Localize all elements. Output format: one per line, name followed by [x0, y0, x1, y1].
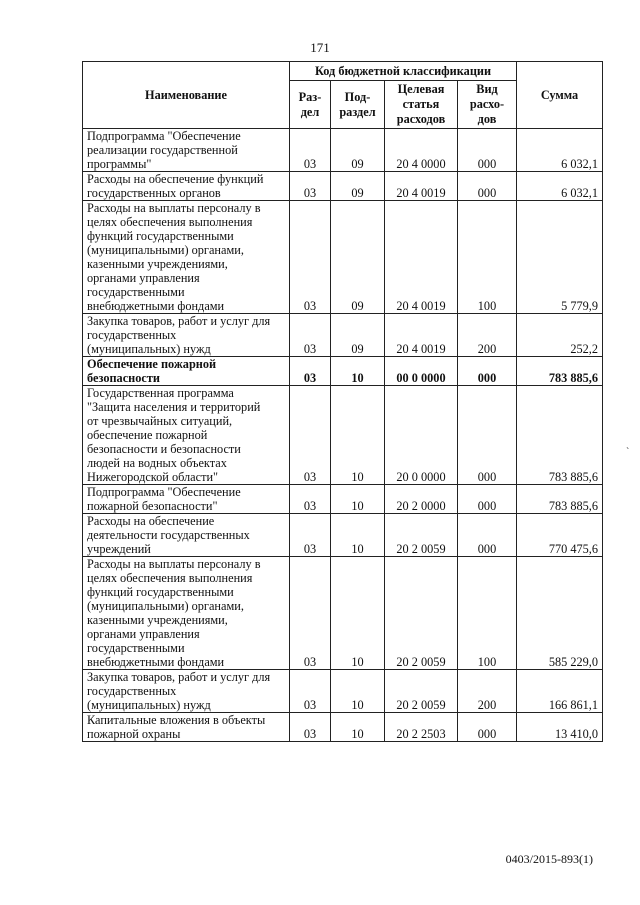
- row-razdel: 03: [290, 386, 331, 485]
- row-summa: 13 410,0: [517, 713, 603, 742]
- row-podrazdel: 09: [331, 314, 385, 357]
- row-vid: 200: [458, 670, 517, 713]
- row-vid: 000: [458, 514, 517, 557]
- header-summa: Сумма: [517, 62, 603, 129]
- row-podrazdel: 09: [331, 172, 385, 201]
- budget-table: [82, 61, 603, 742]
- row-vid: 100: [458, 557, 517, 670]
- row-tselevaya: 20 4 0019: [385, 172, 458, 201]
- row-podrazdel: 10: [331, 514, 385, 557]
- row-razdel: 03: [290, 713, 331, 742]
- row-summa: 166 861,1: [517, 670, 603, 713]
- table-body: [83, 129, 603, 742]
- row-vid: 200: [458, 314, 517, 357]
- row-vid: 000: [458, 172, 517, 201]
- row-name: Обеспечение пожарной безопасности: [83, 357, 290, 386]
- row-name: Расходы на выплаты персоналу в целях обеспечения выполнения функций государственными (муниципальными) органами, казенными учреждениями, органами управления государственными внебюджетными фондами: [83, 201, 290, 314]
- row-name: Подпрограмма "Обеспечение реализации государственной программы": [83, 129, 290, 172]
- table-row: [83, 172, 603, 201]
- row-tselevaya: 20 2 0059: [385, 557, 458, 670]
- row-summa: 783 885,6: [517, 485, 603, 514]
- row-name: Расходы на обеспечение деятельности государственных учреждений: [83, 514, 290, 557]
- table-row: [83, 357, 603, 386]
- row-summa: 6 032,1: [517, 129, 603, 172]
- row-summa: 6 032,1: [517, 172, 603, 201]
- row-tselevaya: 20 4 0019: [385, 201, 458, 314]
- row-tselevaya: 20 0 0000: [385, 386, 458, 485]
- row-vid: 000: [458, 357, 517, 386]
- row-name: Закупка товаров, работ и услуг для государственных (муниципальных) нужд: [83, 670, 290, 713]
- row-razdel: 03: [290, 129, 331, 172]
- page-number: 171: [310, 40, 330, 55]
- table-row: [83, 386, 603, 485]
- row-tselevaya: 20 2 0000: [385, 485, 458, 514]
- row-razdel: 03: [290, 514, 331, 557]
- row-razdel: 03: [290, 201, 331, 314]
- row-podrazdel: 09: [331, 201, 385, 314]
- row-tselevaya: 20 2 0059: [385, 670, 458, 713]
- row-razdel: 03: [290, 670, 331, 713]
- row-razdel: 03: [290, 357, 331, 386]
- row-podrazdel: 10: [331, 670, 385, 713]
- row-tselevaya: 20 2 2503: [385, 713, 458, 742]
- row-summa: 783 885,6: [517, 357, 603, 386]
- header-classification-group: Код бюджетной классификации: [290, 62, 517, 81]
- row-tselevaya: 00 0 0000: [385, 357, 458, 386]
- table-row: [83, 314, 603, 357]
- header-vid: Вид расхо- дов: [458, 81, 517, 129]
- row-vid: 000: [458, 386, 517, 485]
- row-podrazdel: 10: [331, 713, 385, 742]
- row-summa: 770 475,6: [517, 514, 603, 557]
- row-vid: 000: [458, 713, 517, 742]
- row-summa: 252,2: [517, 314, 603, 357]
- row-name: Закупка товаров, работ и услуг для государственных (муниципальных) нужд: [83, 314, 290, 357]
- row-podrazdel: 10: [331, 557, 385, 670]
- header-tselevaya: Целевая статья расходов: [385, 81, 458, 129]
- row-razdel: 03: [290, 557, 331, 670]
- table-row: [83, 485, 603, 514]
- table-row: [83, 670, 603, 713]
- row-name: Подпрограмма "Обеспечение пожарной безопасности": [83, 485, 290, 514]
- row-vid: 100: [458, 201, 517, 314]
- row-podrazdel: 09: [331, 129, 385, 172]
- header-razdel: Раз- дел: [290, 81, 331, 129]
- header-name: Наименование: [83, 62, 290, 129]
- row-vid: 000: [458, 485, 517, 514]
- row-summa: 783 885,6: [517, 386, 603, 485]
- row-razdel: 03: [290, 172, 331, 201]
- row-name: Капитальные вложения в объекты пожарной охраны: [83, 713, 290, 742]
- table-row: [83, 713, 603, 742]
- row-tselevaya: 20 4 0019: [385, 314, 458, 357]
- header-podrazdel: Под- раздел: [331, 81, 385, 129]
- row-summa: 585 229,0: [517, 557, 603, 670]
- row-summa: 5 779,9: [517, 201, 603, 314]
- table-row: [83, 201, 603, 314]
- row-podrazdel: 10: [331, 357, 385, 386]
- row-vid: 000: [458, 129, 517, 172]
- row-razdel: 03: [290, 485, 331, 514]
- row-tselevaya: 20 4 0000: [385, 129, 458, 172]
- row-name: Государственная программа "Защита населения и территорий от чрезвычайных ситуаций, обеспечение пожарной безопасности и безопасности людей на водных объектах Нижегородской области": [83, 386, 290, 485]
- row-podrazdel: 10: [331, 386, 385, 485]
- row-tselevaya: 20 2 0059: [385, 514, 458, 557]
- row-name: Расходы на обеспечение функций государственных органов: [83, 172, 290, 201]
- table-row: [83, 514, 603, 557]
- table-row: [83, 557, 603, 670]
- row-razdel: 03: [290, 314, 331, 357]
- document-code: 0403/2015-893(1): [505, 852, 593, 866]
- table-header: [83, 62, 603, 129]
- row-name: Расходы на выплаты персоналу в целях обеспечения выполнения функций государственными (муниципальными) органами, казенными учреждениями, органами управления государственными внебюджетными фондами: [83, 557, 290, 670]
- stray-mark: `: [626, 447, 630, 458]
- row-podrazdel: 10: [331, 485, 385, 514]
- table-row: [83, 129, 603, 172]
